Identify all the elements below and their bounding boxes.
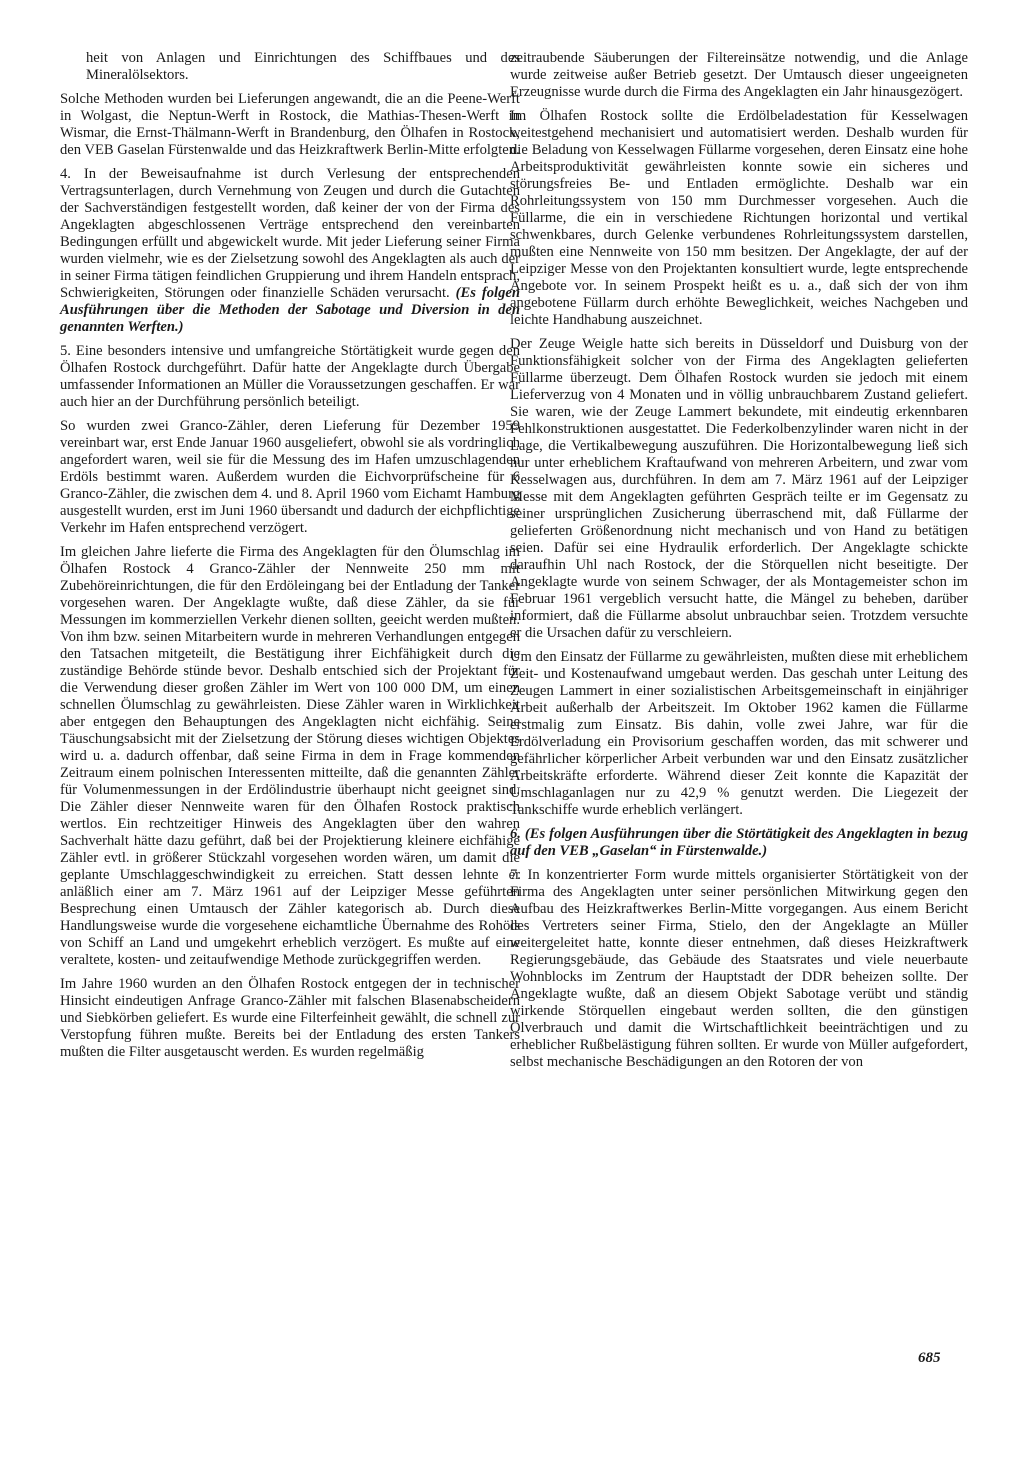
paragraph: So wurden zwei Granco-Zähler, deren Lieferung für Dezember 1959 vereinbart war, erst Ende Januar 1960 ausgeliefert, obwohl sie als vordringlich angefordert waren, weil sie für die Messung des im Hafen umzuschlagenden Erdöls bestimmt waren. Außerdem wurden die Eichvorprüfscheine für 6 Granco-Zähler, die zwischen dem 4. und 8. April 1960 vom Eichamt Hamburg ausgestellt wurden, erst im Juni 1960 übersandt und dadurch der eichpflichtige Verkehr im Hafen entsprechend verzögert. xyxy=(60,418,520,536)
paragraph: 7. In konzentrierter Form wurde mittels organisierter Störtätigkeit von der Firma des Angeklagten unter seiner persönlichen Mitwirkung gegen den Aufbau des Heizkraftwerkes Berlin-Mitte vorgegangen. Aus einem Bericht des Vertreters seiner Firma, Stielo, den der Angeklagte an Müller weitergeleitet hatte, konnte dieser entnehmen, daß dieses Heizkraftwerk Regierungsgebäude, das Gebäude des Staatsrates und viele neuerbaute Wohnblocks im Zentrum der Hauptstadt der DDR beheizen sollte. Der Angeklagte wußte, daß an diesem Objekt Sabotage verübt und ständig wirkende Störquellen eingebaut werden sollten, die den günstigen Ölverbrauch und damit die Wirtschaftlichkeit beeinträchtigen und zu erheblicher Rußbelästigung führen sollten. Er wurde von Müller aufgefordert, selbst mechanische Beschädigungen an den Rotoren der von xyxy=(510,867,968,1070)
left-column xyxy=(60,50,520,1068)
paragraph: zeitraubende Säuberungen der Filtereinsätze notwendig, und die Anlage wurde zeitweise außer Betrieb gesetzt. Der Umtausch dieser ungeeigneten Erzeugnisse wurde durch die Firma des Angeklagten ein Jahr hinausgezögert. xyxy=(510,50,968,100)
paragraph: heit von Anlagen und Einrichtungen des Schiffbaues und des Mineralölsektors. xyxy=(86,50,520,83)
paragraph: Im gleichen Jahre lieferte die Firma des Angeklagten für den Ölumschlag im Ölhafen Rostock 4 Granco-Zähler der Nennweite 250 mm mit Zubehöreinrichtungen, die für den Erdöleingang bei der Entladung der Tanker vorgesehen waren. Der Angeklagte wußte, daß diese Zähler, da sie für Messungen im kommerziellen Verkehr dienen sollten, geeicht werden mußten. Von ihm bzw. seinen Mitarbeitern wurde in mehreren Verhandlungen entgegen den Tatsachen mitgeteilt, die Bestätigung ihrer Eichfähigkeit durch die zuständige Behörde stünde bevor. Deshalb entschied sich der Projektant für die Verwendung dieser großen Zähler im Wert von 100 000 DM, um einen schnellen Ölumschlag zu gewährleisten. Diese Zähler waren in Wirklichkeit aber entgegen den Behauptungen des Angeklagten nicht eichfähig. Seine Täuschungsabsicht mit der Zielsetzung der Störung dieses wichtigen Objektes wird u. a. dadurch offenbar, daß seine Firma in dem in Frage kommenden Zeitraum einem polnischen Interessenten mitteilte, daß die genannten Zähler für Volumenmessungen in der Erdölindustrie überhaupt nicht geeignet sind. Die Zähler dieser Nennweite waren für den Ölhafen Rostock praktisch wertlos. Ein rechtzeitiger Hinweis des Angeklagten über den wahren Sachverhalt hätte dazu geführt, daß bei der Projektierung kleinere eichfähige Zähler evtl. in größerer Stückzahl vorgesehen worden wären, um damit die geplante Umschlaggeschwindigkeit zu erreichen. Statt dessen lehnte er anläßlich einer am 7. März 1961 auf der Leipziger Messe geführten Besprechung einen Umtausch der Zähler kategorisch ab. Durch diese Handlungsweise wurde die vorgesehene eichamtliche Übernahme des Rohöls von Schiff an Land und umgekehrt erheblich verzögert. Es mußte auf eine veraltete, kosten- und zeitaufwendige Methode zurückgegriffen werden. xyxy=(60,544,520,968)
editorial-note: 6. (Es folgen Ausführungen über die Störtätigkeit des Angeklagten in bezug auf den VEB „Gaselan“ in Fürstenwalde.) xyxy=(510,826,968,859)
paragraph xyxy=(60,166,520,336)
page-number: 685 xyxy=(918,1350,941,1366)
editorial-note: (Es folgen Ausführungen über die Methoden der Sabotage und Diversion in den genannten Werften.) xyxy=(60,285,520,335)
paragraph: Im Jahre 1960 wurden an den Ölhafen Rostock entgegen der in technischer Hinsicht eindeutigen Anfrage Granco-Zähler mit falschen Blasenabscheidern und Siebkörben geliefert. Es wurde eine Filterfeinheit gewählt, die schnell zur Verstopfung führen mußte. Bereits bei der Entladung des ersten Tankers mußten die Filter ausgetauscht werden. Es wurden regelmäßig xyxy=(60,976,520,1060)
paragraph: Der Zeuge Weigle hatte sich bereits in Düsseldorf und Duisburg von der Funktionsfähigkeit solcher von der Firma des Angeklagten gelieferten Füllarme überzeugt. Dem Ölhafen Rostock wurden sie jedoch mit einem Lieferverzug von 4 Monaten und in völlig unbrauchbarem Zustand geliefert. Sie waren, wie der Zeuge Lammert bekundete, mit eindeutig erkennbaren Fehlkonstruktionen ausgestattet. Die Federkolbenzylinder waren nicht in der Lage, die Vertikalbewegung auszuführen. Die Horizontalbewegung ließ sich nur unter erheblichem Kraftaufwand von mehreren Arbeitern, und zwar vom Kesselwagen aus, durchführen. In dem am 7. März 1961 auf der Leipziger Messe mit dem Angeklagten geführten Gespräch teilte er im Gegensatz zu seiner ursprünglichen Zusicherung überraschend mit, daß Füllarme der gelieferten Größenordnung nicht mechanisch und von Hand zu betätigen seien. Dafür sei eine Hydraulik erforderlich. Der Angeklagte schickte daraufhin Uhl nach Rostock, der die Störquellen nicht beseitigte. Der Angeklagte wurde von seinem Schwager, der als Montagemeister schon im Februar 1961 vergeblich versucht hatte, die Mängel zu beheben, darüber informiert, daß die Füllarme absolut unbrauchbar seien. Trotzdem versuchte er die Ursachen dafür zu verschleiern. xyxy=(510,336,968,641)
paragraph: Im Ölhafen Rostock sollte die Erdölbeladestation für Kesselwagen weitestgehend mechanisiert und automatisiert werden. Deshalb wurden für die Beladung von Kesselwagen Füllarme vorgesehen, deren Einsatz eine hohe Arbeitsproduktivität gewährleisten konnte sowie ein sicheres und störungsfreies Be- und Entladen ermöglichte. Deshalb war ein Rohrleitungssystem von 150 mm Durchmesser vorgesehen. Auch die Füllarme, die ein in verschiedene Richtungen horizontal und vertikal schwenkbares, durch Gelenke verbundenes Rohrleitungssystem darstellen, mußten eine Nennweite von 150 mm besitzen. Der Angeklagte, der auf der Leipziger Messe von den Projektanten konsultiert wurde, legte entsprechende Angebote vor. In seinem Prospekt heißt es u. a., daß sich der von ihm angebotene Füllarm durch erhöhte Beweglichkeit, weiches Nachgeben und leichte Handhabung auszeichnet. xyxy=(510,108,968,328)
paragraph: Solche Methoden wurden bei Lieferungen angewandt, die an die Peene-Werft in Wolgast, die Neptun-Werft in Rostock, die Mathias-Thesen-Werft in Wismar, die Ernst-Thälmann-Werft in Brandenburg, den Ölhafen in Rostock, den VEB Gaselan Fürstenwalde und das Heizkraftwerk Berlin-Mitte erfolgten. xyxy=(60,91,520,158)
right-column xyxy=(510,50,968,1078)
paragraph-text: 4. In der Beweisaufnahme ist durch Verlesung der entsprechenden Vertragsunterlagen, durch Vernehmung von Zeugen und durch die Gutachten der Sachverständigen festgestellt worden, daß keiner der von der Firma des Angeklagten abgeschlossenen Verträge entsprechend den vereinbarten Bedingungen erfüllt und abgewickelt wurde. Mit jeder Lieferung seiner Firma wurden vielmehr, wie es der Zielsetzung sowohl des Angeklagten als auch der in seiner Firma tätigen feindlichen Gruppierung und ihrem Handeln entsprach, Schwierigkeiten, Störungen oder finanzielle Schäden verursacht. xyxy=(60,166,520,301)
paragraph: 5. Eine besonders intensive und umfangreiche Störtätigkeit wurde gegen den Ölhafen Rostock durchgeführt. Dafür hatte der Angeklagte durch Übergabe umfassender Informationen an Müller die Voraussetzungen geschaffen. Er war auch hier an der Durchführung persönlich beteiligt. xyxy=(60,343,520,410)
paragraph: Um den Einsatz der Füllarme zu gewährleisten, mußten diese mit erheblichem Zeit- und Kostenaufwand umgebaut werden. Das geschah unter Leitung des Zeugen Lammert in einer sozialistischen Arbeitsgemeinschaft in einjähriger Arbeit außerhalb der Arbeitszeit. Im Oktober 1962 kamen die Füllarme erstmalig zum Einsatz. Bis dahin, volle zwei Jahre, war für die Erdölverladung ein Provisorium geschaffen worden, das mit schwerer und gefährlicher körperlicher Arbeit verbunden war und den Einsatz zusätzlicher Arbeitskräfte erforderte. Während dieser Zeit konnte die Kapazität der Umschlaganlagen nur zu 42,9 % genutzt werden. Die Liegezeit der Tankschiffe wurde erheblich verlängert. xyxy=(510,649,968,818)
